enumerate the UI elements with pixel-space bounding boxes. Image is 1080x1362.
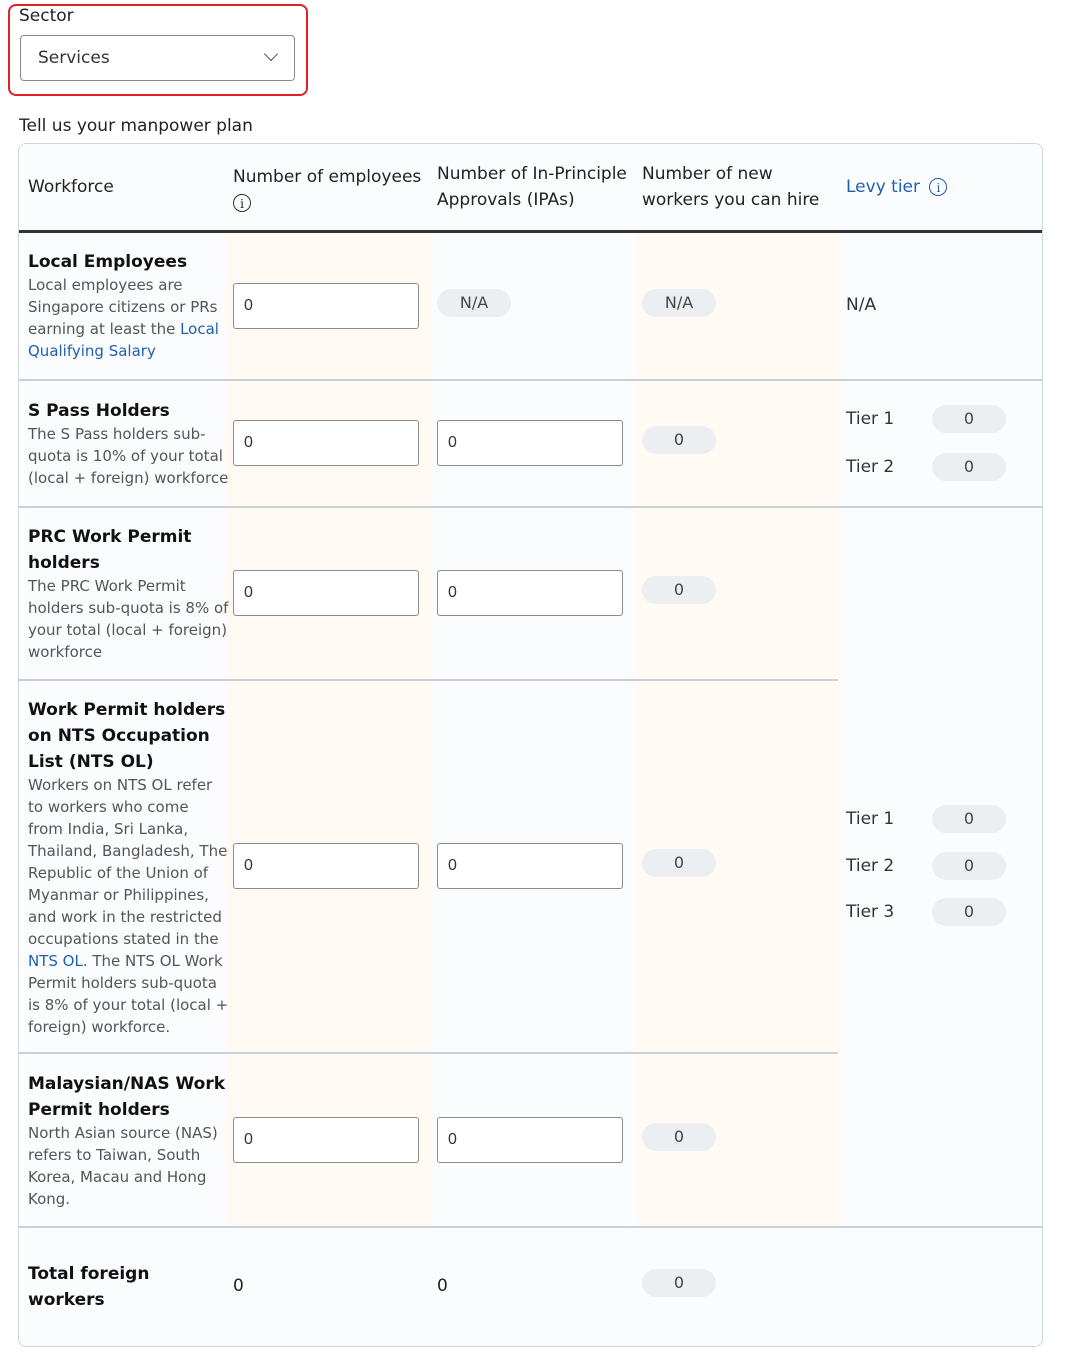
row-desc-line: workforce bbox=[28, 643, 103, 661]
row-desc-line: to workers who come bbox=[28, 798, 189, 816]
spass-tier-label: Tier 1 bbox=[846, 409, 895, 429]
row-desc-line: Republic of the Union of bbox=[28, 864, 209, 882]
prc-new-workers-value: 0 bbox=[642, 576, 716, 604]
row-title-nts-line3: List (NTS OL) bbox=[28, 752, 154, 772]
local-qualifying-salary-link[interactable]: Local bbox=[180, 320, 219, 338]
row-desc-line: refers to Taiwan, South bbox=[28, 1146, 201, 1164]
wp-tier-value: 0 bbox=[932, 852, 1006, 880]
spass-tier-label: Tier 2 bbox=[846, 457, 895, 477]
header-new-workers-line2: workers you can hire bbox=[642, 190, 820, 210]
row-title-nts-line1: Work Permit holders bbox=[28, 700, 226, 720]
local-employees-input[interactable]: 0 bbox=[233, 283, 419, 329]
row-title-prc-line1: PRC Work Permit bbox=[28, 527, 192, 547]
employees-column-bg bbox=[226, 233, 431, 1228]
nas-new-workers-value: 0 bbox=[642, 1123, 716, 1151]
row-divider bbox=[19, 1226, 1042, 1228]
row-desc-line: Myanmar or Philippines, bbox=[28, 886, 209, 904]
prc-ipas-input[interactable]: 0 bbox=[437, 570, 623, 616]
row-desc-line: The S Pass holders sub- bbox=[28, 425, 206, 443]
wp-tier-value: 0 bbox=[932, 898, 1006, 926]
row-title-total-line1: Total foreign bbox=[28, 1264, 150, 1284]
info-icon[interactable]: i bbox=[233, 192, 251, 212]
row-divider bbox=[19, 1052, 838, 1054]
row-desc-line: is 8% of your total (local + bbox=[28, 996, 229, 1014]
row-desc-text: . The NTS OL Work bbox=[82, 952, 223, 970]
spass-tier-value: 0 bbox=[932, 405, 1006, 433]
row-title-nts-line2: on NTS Occupation bbox=[28, 726, 210, 746]
total-ipas-value: 0 bbox=[437, 1276, 448, 1296]
row-desc-line: The PRC Work Permit bbox=[28, 577, 186, 595]
info-icon[interactable]: i bbox=[929, 178, 947, 196]
wp-tier-label: Tier 2 bbox=[846, 856, 895, 876]
row-desc-line: quota is 10% of your total bbox=[28, 447, 223, 465]
new-workers-column-bg bbox=[636, 233, 841, 1228]
row-desc-line: Workers on NTS OL refer bbox=[28, 776, 213, 794]
header-employees: Number of employees bbox=[233, 167, 422, 187]
nts-employees-input[interactable]: 0 bbox=[233, 843, 419, 889]
row-desc-line: your total (local + foreign) bbox=[28, 621, 228, 639]
nts-ol-link[interactable]: NTS OL bbox=[28, 952, 83, 970]
row-desc-line: Thailand, Bangladesh, The bbox=[28, 842, 228, 860]
row-desc-line: Kong. bbox=[28, 1190, 71, 1208]
row-desc-line bbox=[28, 318, 219, 340]
local-ipas-na: N/A bbox=[437, 289, 511, 317]
row-desc-text: earning at least the bbox=[28, 320, 181, 338]
row-title-nas-line2: Permit holders bbox=[28, 1100, 170, 1120]
row-title-local-employees: Local Employees bbox=[28, 252, 188, 272]
row-desc-line: holders sub-quota is 8% of bbox=[28, 599, 229, 617]
row-desc-line: North Asian source (NAS) bbox=[28, 1124, 218, 1142]
row-desc-line: occupations stated in the bbox=[28, 930, 219, 948]
sector-select[interactable] bbox=[20, 35, 295, 81]
sector-label: Sector bbox=[19, 6, 74, 26]
total-new-workers-value: 0 bbox=[642, 1269, 716, 1297]
row-divider bbox=[19, 379, 1042, 381]
header-levy-tier[interactable] bbox=[846, 174, 947, 200]
manpower-table bbox=[18, 143, 1043, 1347]
spass-tier-value: 0 bbox=[932, 453, 1006, 481]
row-divider bbox=[19, 506, 1042, 508]
nas-employees-input[interactable]: 0 bbox=[233, 1117, 419, 1163]
row-desc-line: Singapore citizens or PRs bbox=[28, 298, 218, 316]
local-levy-na: N/A bbox=[846, 295, 877, 315]
local-qualifying-salary-link[interactable]: Qualifying Salary bbox=[28, 342, 156, 360]
prc-employees-input[interactable]: 0 bbox=[233, 570, 419, 616]
row-desc-line: and work in the restricted bbox=[28, 908, 222, 926]
spass-new-workers-value: 0 bbox=[642, 426, 716, 454]
row-title-total-line2: workers bbox=[28, 1290, 105, 1310]
row-desc-line: (local + foreign) workforce bbox=[28, 469, 229, 487]
nts-ipas-input[interactable]: 0 bbox=[437, 843, 623, 889]
row-title-nas-line1: Malaysian/NAS Work bbox=[28, 1074, 226, 1094]
chevron-down-icon bbox=[264, 47, 278, 61]
header-ipas-line1: Number of In-Principle bbox=[437, 164, 627, 184]
row-desc-line bbox=[28, 950, 223, 972]
local-new-workers-na: N/A bbox=[642, 289, 716, 317]
row-divider bbox=[19, 679, 838, 681]
wp-tier-label: Tier 1 bbox=[846, 809, 895, 829]
row-desc-line: Permit holders sub-quota bbox=[28, 974, 217, 992]
wp-tier-label: Tier 3 bbox=[846, 902, 895, 922]
nts-new-workers-value: 0 bbox=[642, 849, 716, 877]
levy-tier-link[interactable]: Levy tier bbox=[846, 177, 920, 197]
header-divider bbox=[19, 230, 1042, 233]
wp-tier-value: 0 bbox=[932, 805, 1006, 833]
row-desc-line: foreign) workforce. bbox=[28, 1018, 171, 1036]
row-title-prc-line2: holders bbox=[28, 553, 100, 573]
header-workforce: Workforce bbox=[28, 177, 114, 197]
sector-selected-value: Services bbox=[38, 48, 110, 68]
total-employees-value: 0 bbox=[233, 1276, 244, 1296]
header-ipas-line2: Approvals (IPAs) bbox=[437, 190, 575, 210]
manpower-plan-title: Tell us your manpower plan bbox=[19, 116, 253, 136]
row-desc-line: Local employees are bbox=[28, 276, 183, 294]
spass-ipas-input[interactable]: 0 bbox=[437, 420, 623, 466]
row-desc-line: from India, Sri Lanka, bbox=[28, 820, 189, 838]
row-title-s-pass: S Pass Holders bbox=[28, 401, 170, 421]
row-desc-line: Korea, Macau and Hong bbox=[28, 1168, 207, 1186]
nas-ipas-input[interactable]: 0 bbox=[437, 1117, 623, 1163]
spass-employees-input[interactable]: 0 bbox=[233, 420, 419, 466]
header-new-workers-line1: Number of new bbox=[642, 164, 773, 184]
